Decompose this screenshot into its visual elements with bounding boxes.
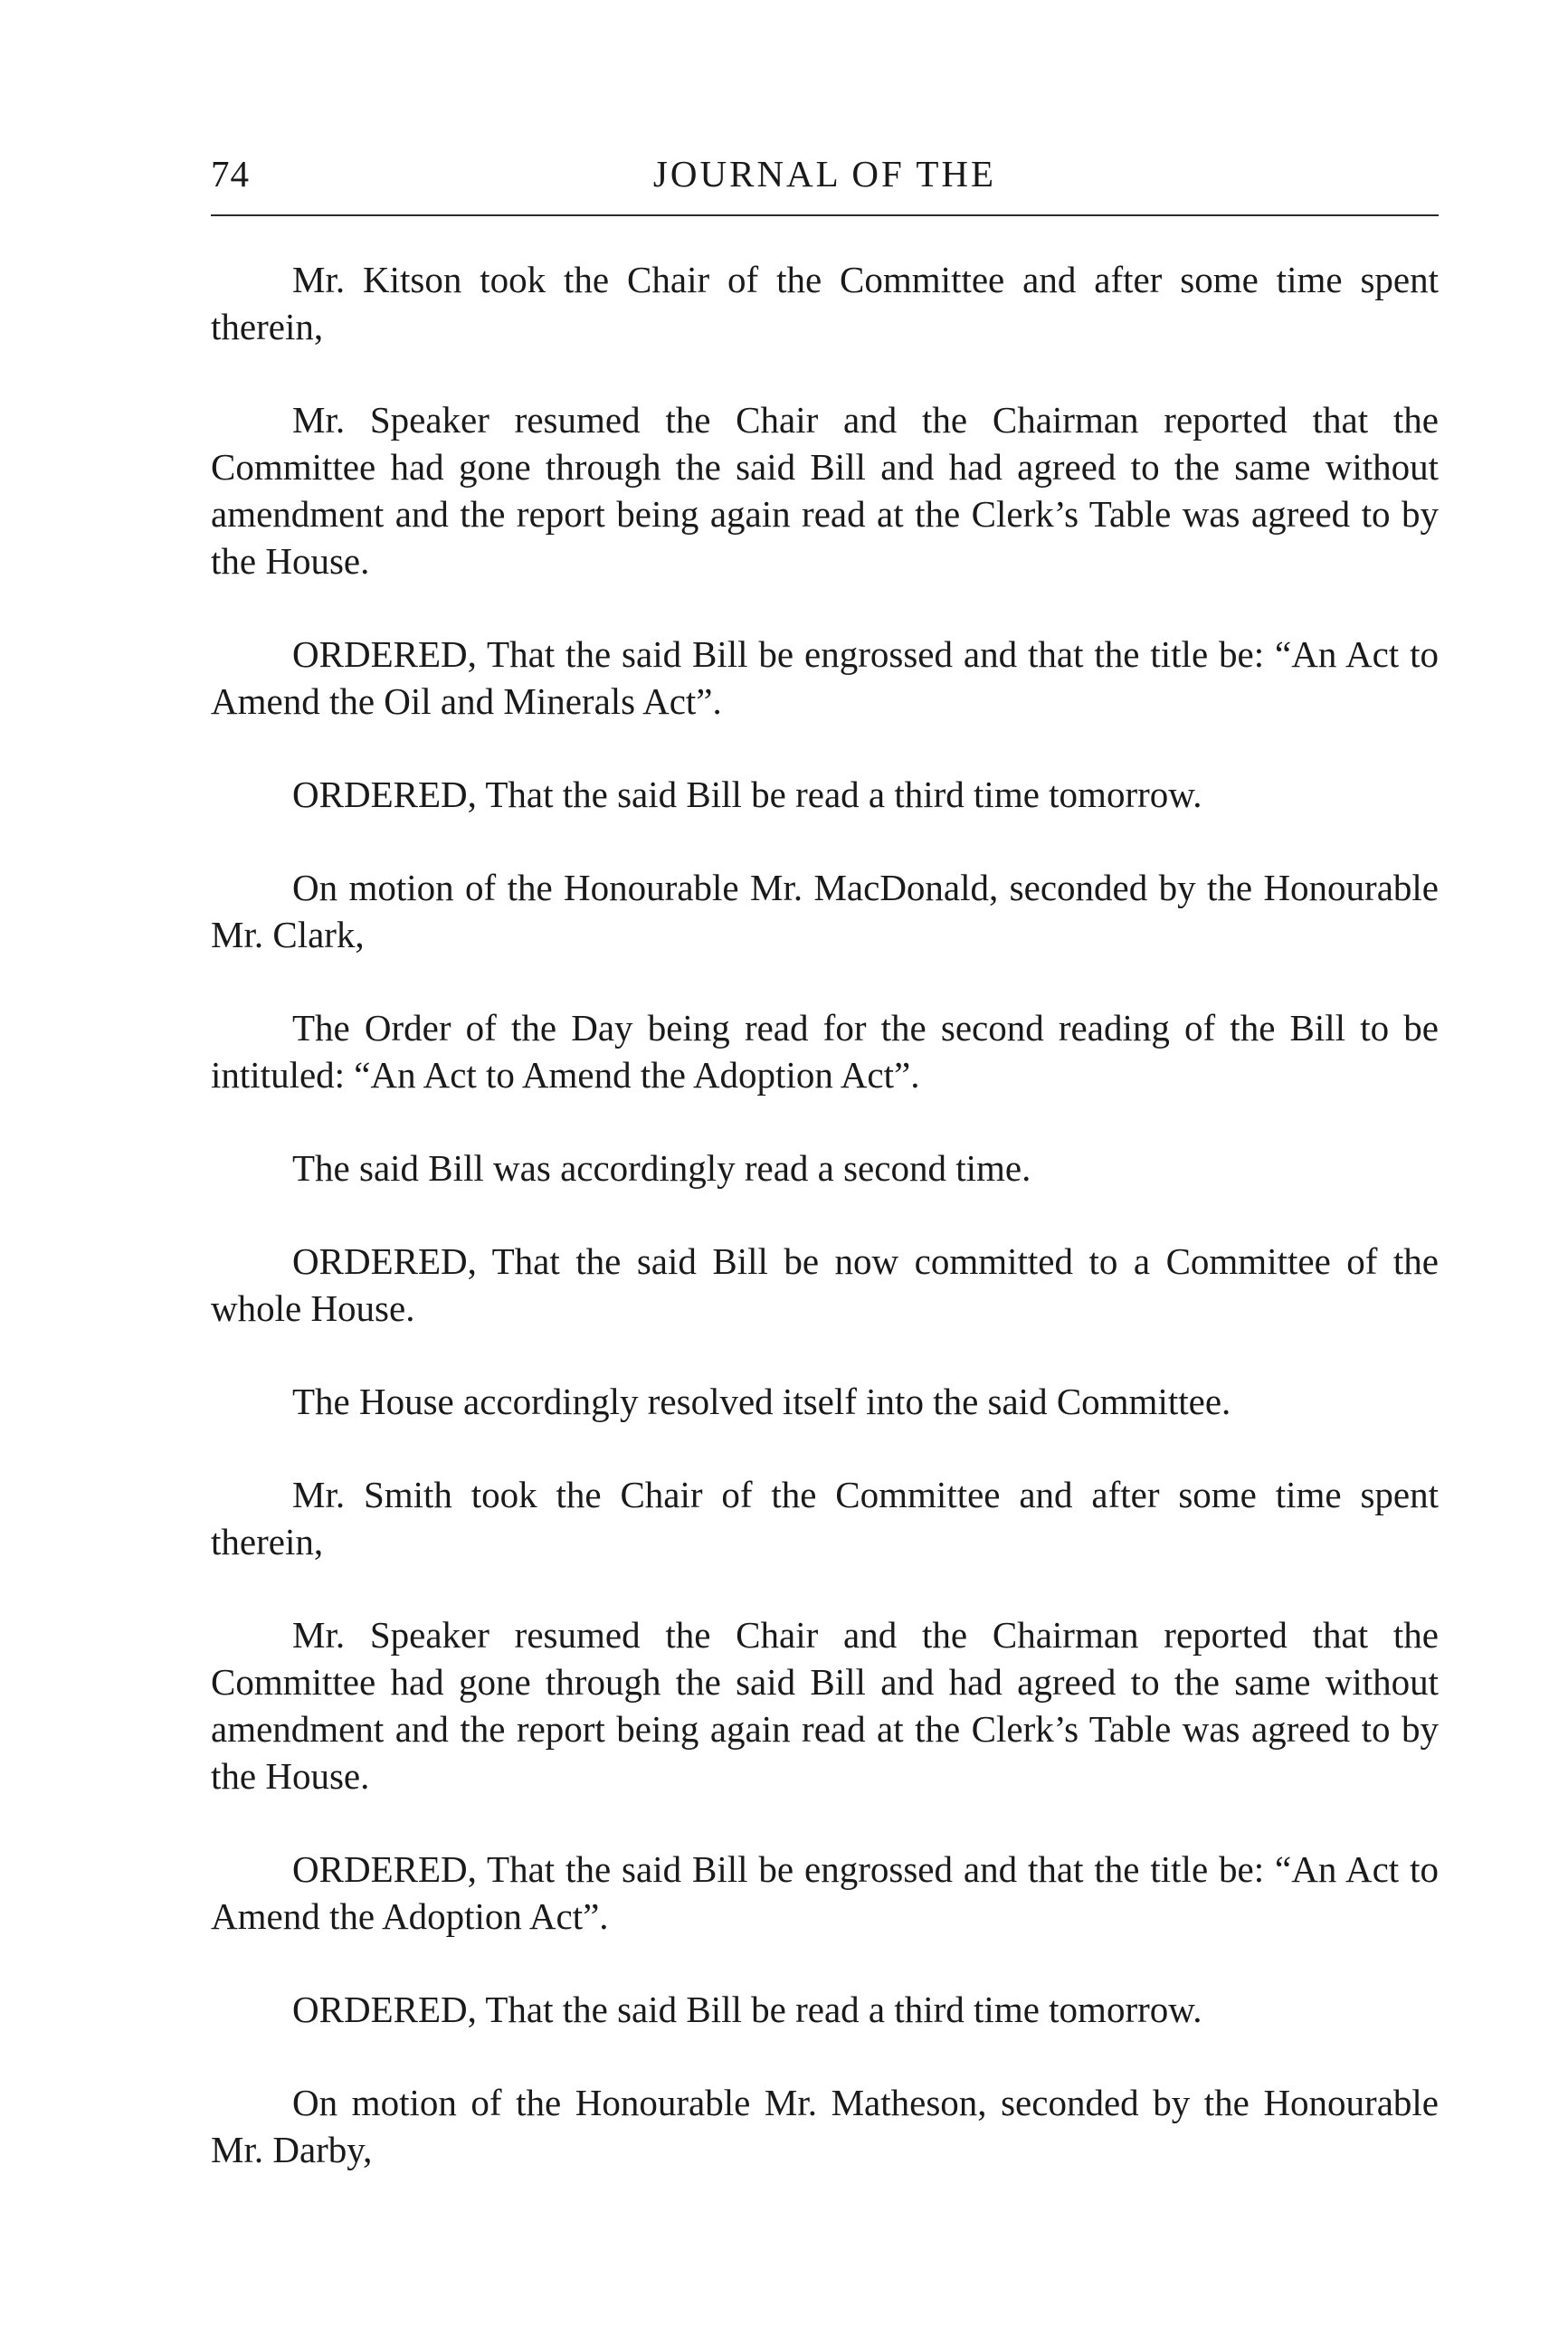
paragraph: ORDERED, That the said Bill be read a third time tomorrow.	[292, 1989, 1202, 2030]
page-number: 74	[211, 153, 250, 195]
paragraph: The House accordingly resolved itself into the said Committee.	[292, 1381, 1231, 1422]
paragraph: ORDERED, That the said Bill be now committed to a Committee of the whole House.	[211, 1240, 1439, 1329]
paragraph: ORDERED, That the said Bill be read a third time tomorrow.	[292, 774, 1202, 815]
paragraph: ORDERED, That the said Bill be engrossed and that the title be: “An Act to Amend the Adoption Act”.	[211, 1848, 1439, 1937]
paragraph: Mr. Kitson took the Chair of the Committee and after some time spent therein,	[211, 259, 1439, 347]
header-rule	[211, 214, 1439, 216]
paragraph: ORDERED, That the said Bill be engrossed and that the title be: “An Act to Amend the Oil and Minerals Act”.	[211, 633, 1439, 722]
paragraph: On motion of the Honourable Mr. Matheson, seconded by the Honourable Mr. Darby,	[211, 2082, 1439, 2170]
paragraph: The said Bill was accordingly read a second time.	[292, 1147, 1031, 1189]
paragraph: On motion of the Honourable Mr. MacDonald, seconded by the Honourable Mr. Clark,	[211, 867, 1439, 955]
body-text	[211, 256, 1439, 2219]
running-head: JOURNAL OF THE	[652, 153, 997, 195]
paragraph: The Order of the Day being read for the second reading of the Bill to be intituled: “An Act to Amend the Adoption Act”.	[211, 1007, 1439, 1096]
paragraph: Mr. Smith took the Chair of the Committee and after some time spent therein,	[211, 1474, 1439, 1562]
paragraph: Mr. Speaker resumed the Chair and the Chairman reported that the Committee had gone through the said Bill and had agreed to the same without amendment and the report being again read at the Clerk’s Table was agreed to by the House.	[211, 399, 1439, 582]
paragraph: Mr. Speaker resumed the Chair and the Chairman reported that the Committee had gone through the said Bill and had agreed to the same without amendment and the report being again read at the Clerk’s Table was agreed to by the House.	[211, 1614, 1439, 1797]
page-header	[211, 152, 1439, 206]
